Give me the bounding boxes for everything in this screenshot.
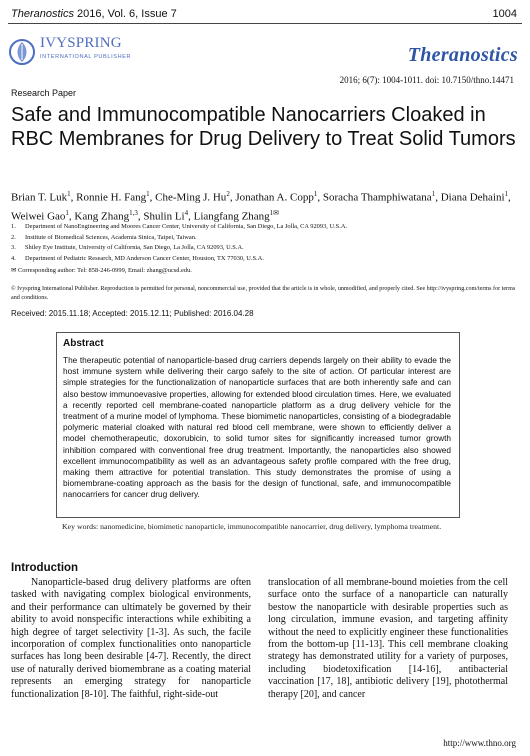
affiliation-number: 4. xyxy=(11,254,16,262)
author-name: Jonathan A. Copp xyxy=(235,191,314,204)
author-affiliation-mark: 1 xyxy=(67,190,71,198)
affiliation-list xyxy=(11,222,516,264)
affiliation-number: 1. xyxy=(11,223,16,230)
abstract-box xyxy=(56,332,460,518)
author-name: Shulin Li xyxy=(143,210,185,223)
author-affiliation-mark: 1 xyxy=(431,190,436,198)
header-rule xyxy=(8,23,522,24)
affiliation-number: 2. xyxy=(11,233,16,241)
author-affiliation-mark: 4 xyxy=(184,208,189,217)
affiliation-item xyxy=(11,233,516,244)
author-affiliation-mark: 1 xyxy=(313,190,318,198)
publisher-name: IVYSPRING xyxy=(40,35,122,51)
journal-name: Theranostics xyxy=(11,8,74,20)
footer-url-link[interactable]: http://www.thno.org xyxy=(443,738,516,748)
keywords: Key words: nanomedicine, biomimetic nanoparticle, immunocompatible nanocarrier, drug delivery, lymphoma treatment. xyxy=(62,522,442,531)
article-dates: Received: 2015.11.18; Accepted: 2015.12.11; Published: 2016.04.28 xyxy=(11,309,254,318)
abstract-text: The therapeutic potential of nanoparticle-based drug carriers depends largely on their ability to evade the host immune system while delivering their cargo safely to the site of action. Of particular interest are simple strategies for the functionalization of nanoparticle surfaces that are both inherently safe and can also bestow immunoevasive properties, allowing for extended blood circulation times. Here, we evaluated a recently reported cell membrane-coated nanoparticle platform as a drug delivery vehicle for the treatment of a murine model of lymphoma. These biomimetic nanoparticles, consisting of a biodegradable polymeric material cloaked with natural red blood cell membrane, were shown to efficiently deliver a model chemotherapeutic, doxorubicin, to solid tumor sites for significantly increased tumor growth inhibition compared with conventional free drug treatment. Importantly, the nanoparticles also showed excellent immunocompatibility as well as an advantageous safety profile compared with the free drug, making them attractive for potential translation. This study demonstrates the promise of using a biomembrane-coating approach as the basis for the design of functional, safe, and immunocompatible nanocarriers for cancer drug delivery. xyxy=(63,355,451,500)
publisher-logo xyxy=(6,34,136,74)
running-header xyxy=(11,8,519,20)
author-name: Kang Zhang xyxy=(74,210,130,223)
author-affiliation-mark: 2 xyxy=(226,190,230,198)
author-name: Liangfang Zhang xyxy=(193,210,270,223)
author-name: Che-Ming J. Hu xyxy=(155,191,227,204)
ivyspring-leaf-icon xyxy=(8,38,36,66)
affiliation-item xyxy=(11,222,516,233)
author-name: Ronnie H. Fang xyxy=(76,191,147,204)
affiliation-number: 3. xyxy=(11,244,16,251)
author-affiliation-mark: 1 xyxy=(146,190,150,198)
introduction-column-2: translocation of all membrane-bound moieties from the cell surface onto the surface of a nanoparticle can naturally bestow the nanoparticle with desirable properties such as long circulation, immune evasion, and targeting affinity without the need to explicitly engineer these functionalities from the bottom-up [11-13]. This cell membrane cloaking strategy has demonstrated utility for a variety of purposes, including biodetoxification [14-16], antibacterial vaccination [17, 18], antibiotic delivery [19], photothermal therapy [20], and cancer xyxy=(268,577,508,700)
abstract-heading: Abstract xyxy=(63,338,104,349)
author-affiliation-mark: 1✉ xyxy=(269,208,280,217)
affiliation-text: Shiley Eye Institute, University of California, San Diego, La Jolla, CA 92093, U.S.A. xyxy=(25,244,244,251)
author-name: Weiwei Gao xyxy=(11,210,66,223)
author-name: Brian T. Luk xyxy=(11,191,68,204)
copyright-notice: © Ivyspring International Publisher. Reproduction is permitted for personal, noncommercial use, provided that the article is in whole, unmodified, and properly cited. See http://ivyspring.com/terms for terms and conditions. xyxy=(11,286,516,301)
publisher-tagline: INTERNATIONAL PUBLISHER xyxy=(40,54,132,60)
journal-brand: Theranostics xyxy=(407,44,518,66)
author-name: Diana Dehaini xyxy=(440,191,505,204)
introduction-column-1: Nanoparticle-based drug delivery platforms are often tasked with navigating complex biological environments, and their performance can ultimately be governed by their ability to avoid nonspecific interactions while exhibiting a high degree of target selectivity [1-3]. As such, the facile incorporation of complex functionalities onto nanoparticle surfaces has long been desirable [4-7]. Recently, the direct use of naturally derived biomembrane as a coating material represents an emerging strategy for nanoparticle functionalization [8-10]. The faithful, right-side-out xyxy=(11,577,251,700)
affiliation-text: Department of NanoEngineering and Moores Cancer Center, University of California, San Diego, La Jolla, CA 92093, U.S.A. xyxy=(25,223,348,230)
affiliation-item xyxy=(11,243,516,254)
author-list: Brian T. Luk$^1$, Ronnie H. Fang$^1$, Che-Ming J. Hu$^2$, Jonathan A. Copp$^1$, Soracha Thamphiwatana$^1$, Diana Dehaini$^1$, Weiwei Gao$^1$, Kang Zhang$^{1,3}$, Shulin Li$^4$, Liangfang Zhang$^{1✉}$ xyxy=(11,190,511,223)
author-name: Soracha Thamphiwatana xyxy=(322,191,432,204)
citation: 2016; 6(7): 1004-1011. doi: 10.7150/thno.14471 xyxy=(339,75,514,85)
affiliation-item xyxy=(11,254,516,265)
affiliation-text: Department of Pediatric Research, MD Anderson Cancer Center, Houston, TX 77030, U.S.A. xyxy=(25,254,264,262)
author-affiliation-mark: 1,3 xyxy=(129,208,138,217)
author-affiliation-mark: 1 xyxy=(504,190,509,198)
article-title: Safe and Immunocompatible Nanocarriers Cloaked in RBC Membranes for Drug Delivery to Treat Solid Tumors xyxy=(11,104,516,150)
author-affiliation-mark: 1 xyxy=(65,208,69,217)
corresponding-author: ✉ Corresponding author: Tel: 858-246-0999, Email: zhang@ucsd.edu. xyxy=(11,267,192,274)
introduction-heading: Introduction xyxy=(11,562,79,574)
page-number: 1004 xyxy=(492,8,517,20)
affiliation-text: Institute of Biomedical Sciences, Academia Sinica, Taipei, Taiwan. xyxy=(25,233,197,241)
article-type: Research Paper xyxy=(11,88,77,98)
volume-info: 2016, Vol. 6, Issue 7 xyxy=(77,8,177,20)
